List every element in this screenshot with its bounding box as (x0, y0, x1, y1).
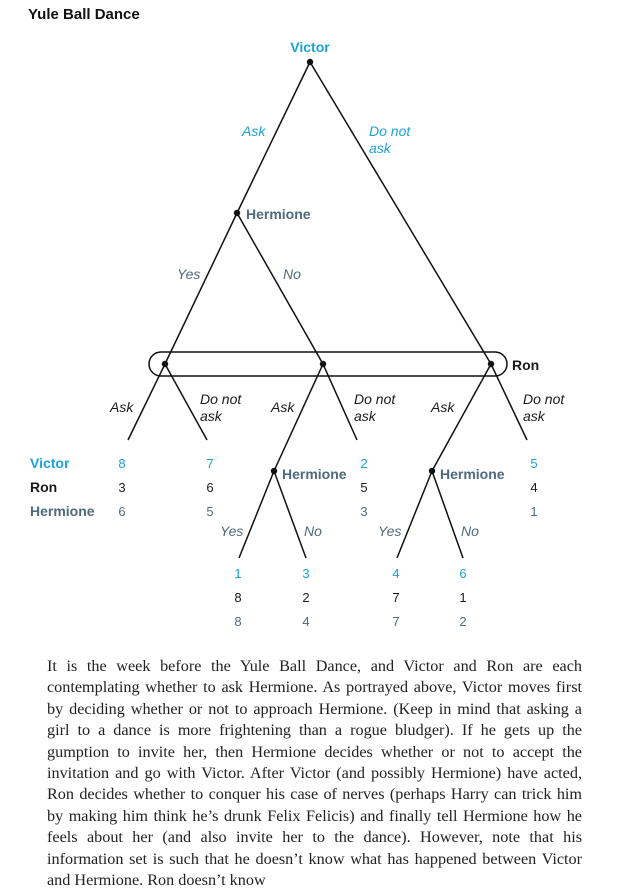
ron3-ask-lower-label: ask (523, 408, 545, 424)
node-ron-1 (162, 361, 168, 367)
payoff-8-ron: 1 (459, 590, 467, 605)
payoff-4-hermione: 1 (530, 504, 538, 519)
payoff-2-victor: 7 (206, 456, 214, 471)
ron-node-label: Ron (512, 357, 540, 373)
hermione3-yes-label: Yes (378, 523, 402, 539)
node-hermione-2 (271, 468, 277, 474)
payoff-5-ron: 8 (234, 590, 242, 605)
payoff-2-hermione: 5 (206, 504, 214, 519)
edge-hermione3-yes (397, 471, 432, 558)
payoff-5-hermione: 8 (234, 614, 242, 629)
hermione3-no-label: No (461, 523, 479, 539)
payoff-1-victor: 8 (118, 456, 126, 471)
victor-do-not-label: Do not (369, 123, 411, 139)
ron1-do-not-label: Do not (200, 391, 242, 407)
ron-information-set (149, 352, 507, 376)
edge-victor-do-not-ask (310, 62, 491, 364)
payoff-6-victor: 3 (302, 566, 310, 581)
payoff-8-victor: 6 (459, 566, 467, 581)
ron2-ask-label: Ask (271, 399, 295, 415)
edge-ron3-ask (432, 364, 491, 471)
payoff-3-hermione: 3 (360, 504, 368, 519)
node-hermione (234, 210, 240, 216)
payoff-row-label-hermione: Hermione (30, 503, 95, 519)
ron3-ask-label: Ask (431, 399, 455, 415)
payoff-6-hermione: 4 (302, 614, 310, 629)
hermione-node-label: Hermione (246, 206, 311, 222)
node-victor (307, 59, 313, 65)
payoff-4-victor: 5 (530, 456, 538, 471)
hermione-no-label: No (283, 266, 301, 282)
payoff-2-ron: 6 (206, 480, 214, 495)
hermione-node-2-label: Hermione (282, 466, 347, 482)
payoff-7-victor: 4 (392, 566, 400, 581)
edge-ron2-ask (274, 364, 323, 471)
ron2-ask-lower-label: ask (354, 408, 376, 424)
payoff-7-hermione: 7 (392, 614, 400, 629)
ron2-do-not-label: Do not (354, 391, 396, 407)
payoff-row-label-ron: Ron (30, 479, 58, 495)
payoff-row-label-victor: Victor (30, 455, 70, 471)
edge-hermione2-yes (239, 471, 274, 558)
body-paragraph: It is the week before the Yule Ball Dance, and Victor and Ron are each contemplating whether to ask Hermione. As portrayed above, Victor moves first by deciding whether or not to approach Hermione. (Keep in mind that asking a girl to a dance is more frightening than a rogue bludger). If he gets up the gumption to invite her, then Hermione decides whether or not to accept the invitation and go with Victor. After Victor (and possibly Hermione) have acted, Ron decides whether to conquer his case of nerves (perhaps Harry can trick him by making him think he’s drunk Felix Felicis) and finally tell Hermione how he feels about her (and also invite her to the dance). However, note that his information set is such that he doesn’t know what has happened between Victor and Hermione. Ron doesn’t know (47, 657, 582, 890)
payoff-7-ron: 7 (392, 590, 400, 605)
payoff-6-ron: 2 (302, 590, 310, 605)
node-hermione-3 (429, 468, 435, 474)
edge-hermione3-no (432, 471, 463, 558)
payoff-3-ron: 5 (360, 480, 368, 495)
victor-ask-label: Ask (242, 123, 266, 139)
ron3-do-not-label: Do not (523, 391, 565, 407)
edge-hermione-no (237, 213, 323, 364)
payoff-5-victor: 1 (234, 566, 242, 581)
payoff-1-ron: 3 (118, 480, 126, 495)
edge-hermione-yes (165, 213, 237, 364)
tree-edges (128, 62, 527, 558)
victor-ask-lower-label: ask (369, 140, 391, 156)
hermione-yes-label: Yes (177, 266, 201, 282)
hermione2-no-label: No (304, 523, 322, 539)
figure-title: Yule Ball Dance (28, 6, 140, 23)
node-ron-2 (320, 361, 326, 367)
ron1-ask-lower-label: ask (200, 408, 222, 424)
node-ron-3 (488, 361, 494, 367)
ron1-ask-label: Ask (110, 399, 134, 415)
edge-hermione2-no (274, 471, 306, 558)
payoff-1-hermione: 6 (118, 504, 126, 519)
hermione-node-3-label: Hermione (440, 466, 505, 482)
payoff-8-hermione: 2 (459, 614, 467, 629)
payoff-3-victor: 2 (360, 456, 368, 471)
payoff-4-ron: 4 (530, 480, 538, 495)
victor-node-label: Victor (290, 39, 330, 55)
hermione2-yes-label: Yes (220, 523, 244, 539)
